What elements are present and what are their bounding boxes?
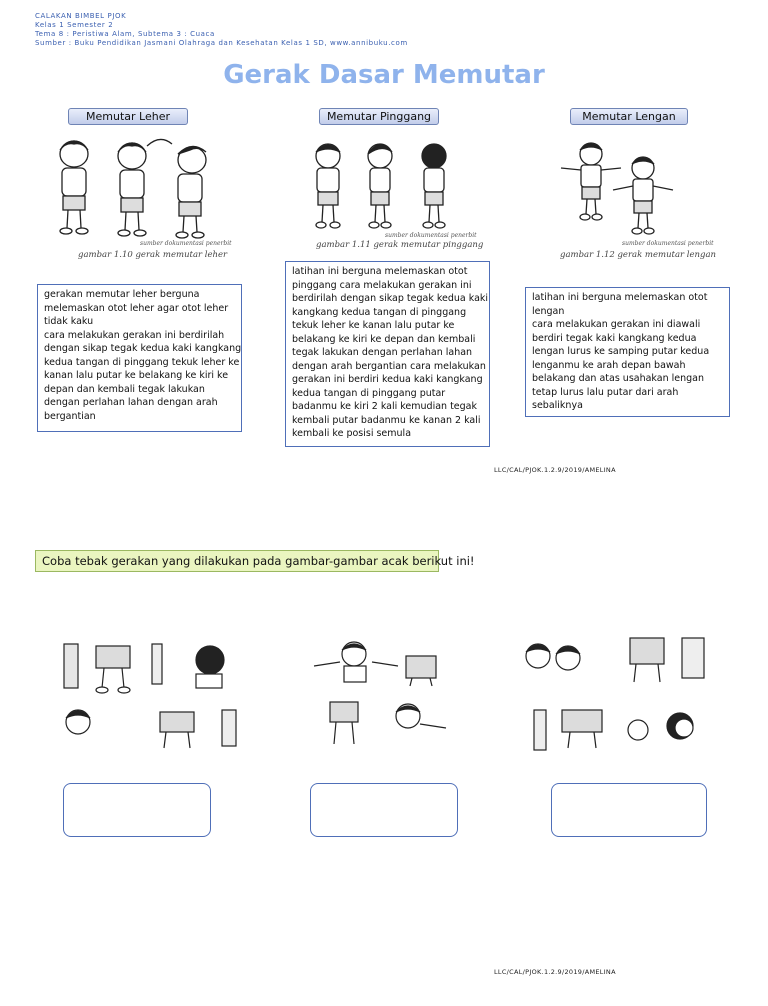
description-line: kembali ke posisi semula (292, 428, 412, 439)
document-header (35, 12, 408, 48)
description-line: pinggang cara melakukan gerakan ini (292, 279, 472, 291)
source-note-2: sumber dokumentasi penerbit (385, 232, 477, 239)
puzzle-pieces-group-1 (56, 636, 242, 756)
description-line: kedua tangan di pinggang tekuk leher ke (44, 356, 240, 368)
description-line: lenganmu ke arah depan bawah (532, 359, 686, 371)
caption-3: gambar 1.12 gerak memutar lengan (560, 250, 717, 260)
description-line: badanmu ke kiri 2 kali kemudian tegak (292, 401, 478, 412)
page-title: Gerak Dasar Memutar (223, 60, 545, 90)
description-line: kembali putar badanmu ke kanan 2 kali (292, 414, 481, 426)
description-box-neck (37, 284, 242, 432)
description-line: berdiri tegak kaki kangkang kedua (532, 332, 697, 344)
description-line: cara melakukan gerakan ini diawali (532, 319, 701, 330)
description-line: depan dan kembali tegak lakukan (44, 383, 205, 395)
description-line: sebaliknya (532, 400, 583, 411)
description-line: latihan ini berguna melemaskan otot (292, 266, 468, 277)
description-line: dengan arah bergantian cara melakukan (292, 360, 486, 372)
header-line-1: CALAKAN BIMBEL PJOK (35, 12, 127, 20)
description-box-waist (285, 261, 490, 447)
description-line: dengan sikap tegak kedua kaki kangkang (44, 343, 242, 354)
header-line-4: Sumber : Buku Pendidikan Jasmani Olahraga dan Kesehatan Kelas 1 SD, www.annibuku.com (35, 39, 408, 47)
description-box-arm (525, 287, 730, 417)
answer-box-3[interactable] (551, 783, 707, 837)
description-line: berdirilah dengan sikap tegak kedua kaki (292, 293, 489, 304)
header-line-2: Kelas 1 Semester 2 (35, 21, 114, 29)
source-note-3: sumber dokumentasi penerbit (622, 240, 714, 247)
description-line: kanan lalu putar ke belakang ke kiri ke (44, 370, 229, 381)
description-line: cara melakukan gerakan ini berdirilah (44, 329, 225, 341)
description-line: kedua tangan di pinggang putar (292, 387, 446, 399)
answer-box-2[interactable] (310, 783, 458, 837)
description-line: latihan ini berguna melemaskan otot (532, 292, 708, 303)
header-line-3: Tema 8 : Peristiwa Alam, Subtema 3 : Cuaca (35, 30, 215, 38)
tab-memutar-pinggang: Memutar Pinggang (319, 108, 439, 125)
caption-2: gambar 1.11 gerak memutar pinggang (316, 240, 484, 250)
description-line: lengan (532, 305, 565, 317)
description-line: kangkang kedua tangan di pinggang (292, 306, 467, 318)
description-line: bergantian (44, 410, 96, 422)
description-line: gerakan memutar leher berguna (44, 289, 200, 300)
description-line: melemaskan otot leher agar otot leher (44, 302, 229, 314)
description-line: lengan lurus ke samping putar kedua (532, 346, 710, 357)
puzzle-pieces-group-2 (310, 632, 460, 752)
answer-box-1[interactable] (63, 783, 211, 837)
description-line: dengan perlahan lahan dengan arah (44, 397, 218, 408)
reference-code-top: LLC/CAL/PJOK.1.2.9/2019/AMELINA (494, 466, 616, 474)
tab-memutar-leher: Memutar Leher (68, 108, 188, 125)
description-line: tekuk leher ke kanan lalu putar ke (292, 320, 455, 331)
description-line: gerakan ini berdiri kedua kaki kangkang (292, 374, 483, 385)
puzzle-pieces-group-3 (520, 632, 708, 756)
neck-rotation-illustration (52, 132, 232, 242)
source-note-1: sumber dokumentasi penerbit (140, 240, 232, 247)
waist-rotation-illustration (298, 140, 468, 232)
caption-1: gambar 1.10 gerak memutar leher (78, 250, 228, 260)
tab-memutar-lengan: Memutar Lengan (570, 108, 688, 125)
description-line: belakang ke kiri ke depan dan kembali (292, 333, 476, 345)
description-line: tetap lurus lalu putar dari arah (532, 386, 679, 398)
arm-rotation-illustration (555, 140, 705, 240)
description-line: tidak kaku (44, 316, 94, 327)
description-line: belakang dan atas usahakan lengan (532, 373, 705, 384)
description-line: tegak lakukan dengan perlahan lahan (292, 347, 473, 358)
instruction-banner: Coba tebak gerakan yang dilakukan pada gambar-gambar acak berikut ini! (35, 550, 439, 572)
reference-code-bottom: LLC/CAL/PJOK.1.2.9/2019/AMELINA (494, 968, 616, 976)
